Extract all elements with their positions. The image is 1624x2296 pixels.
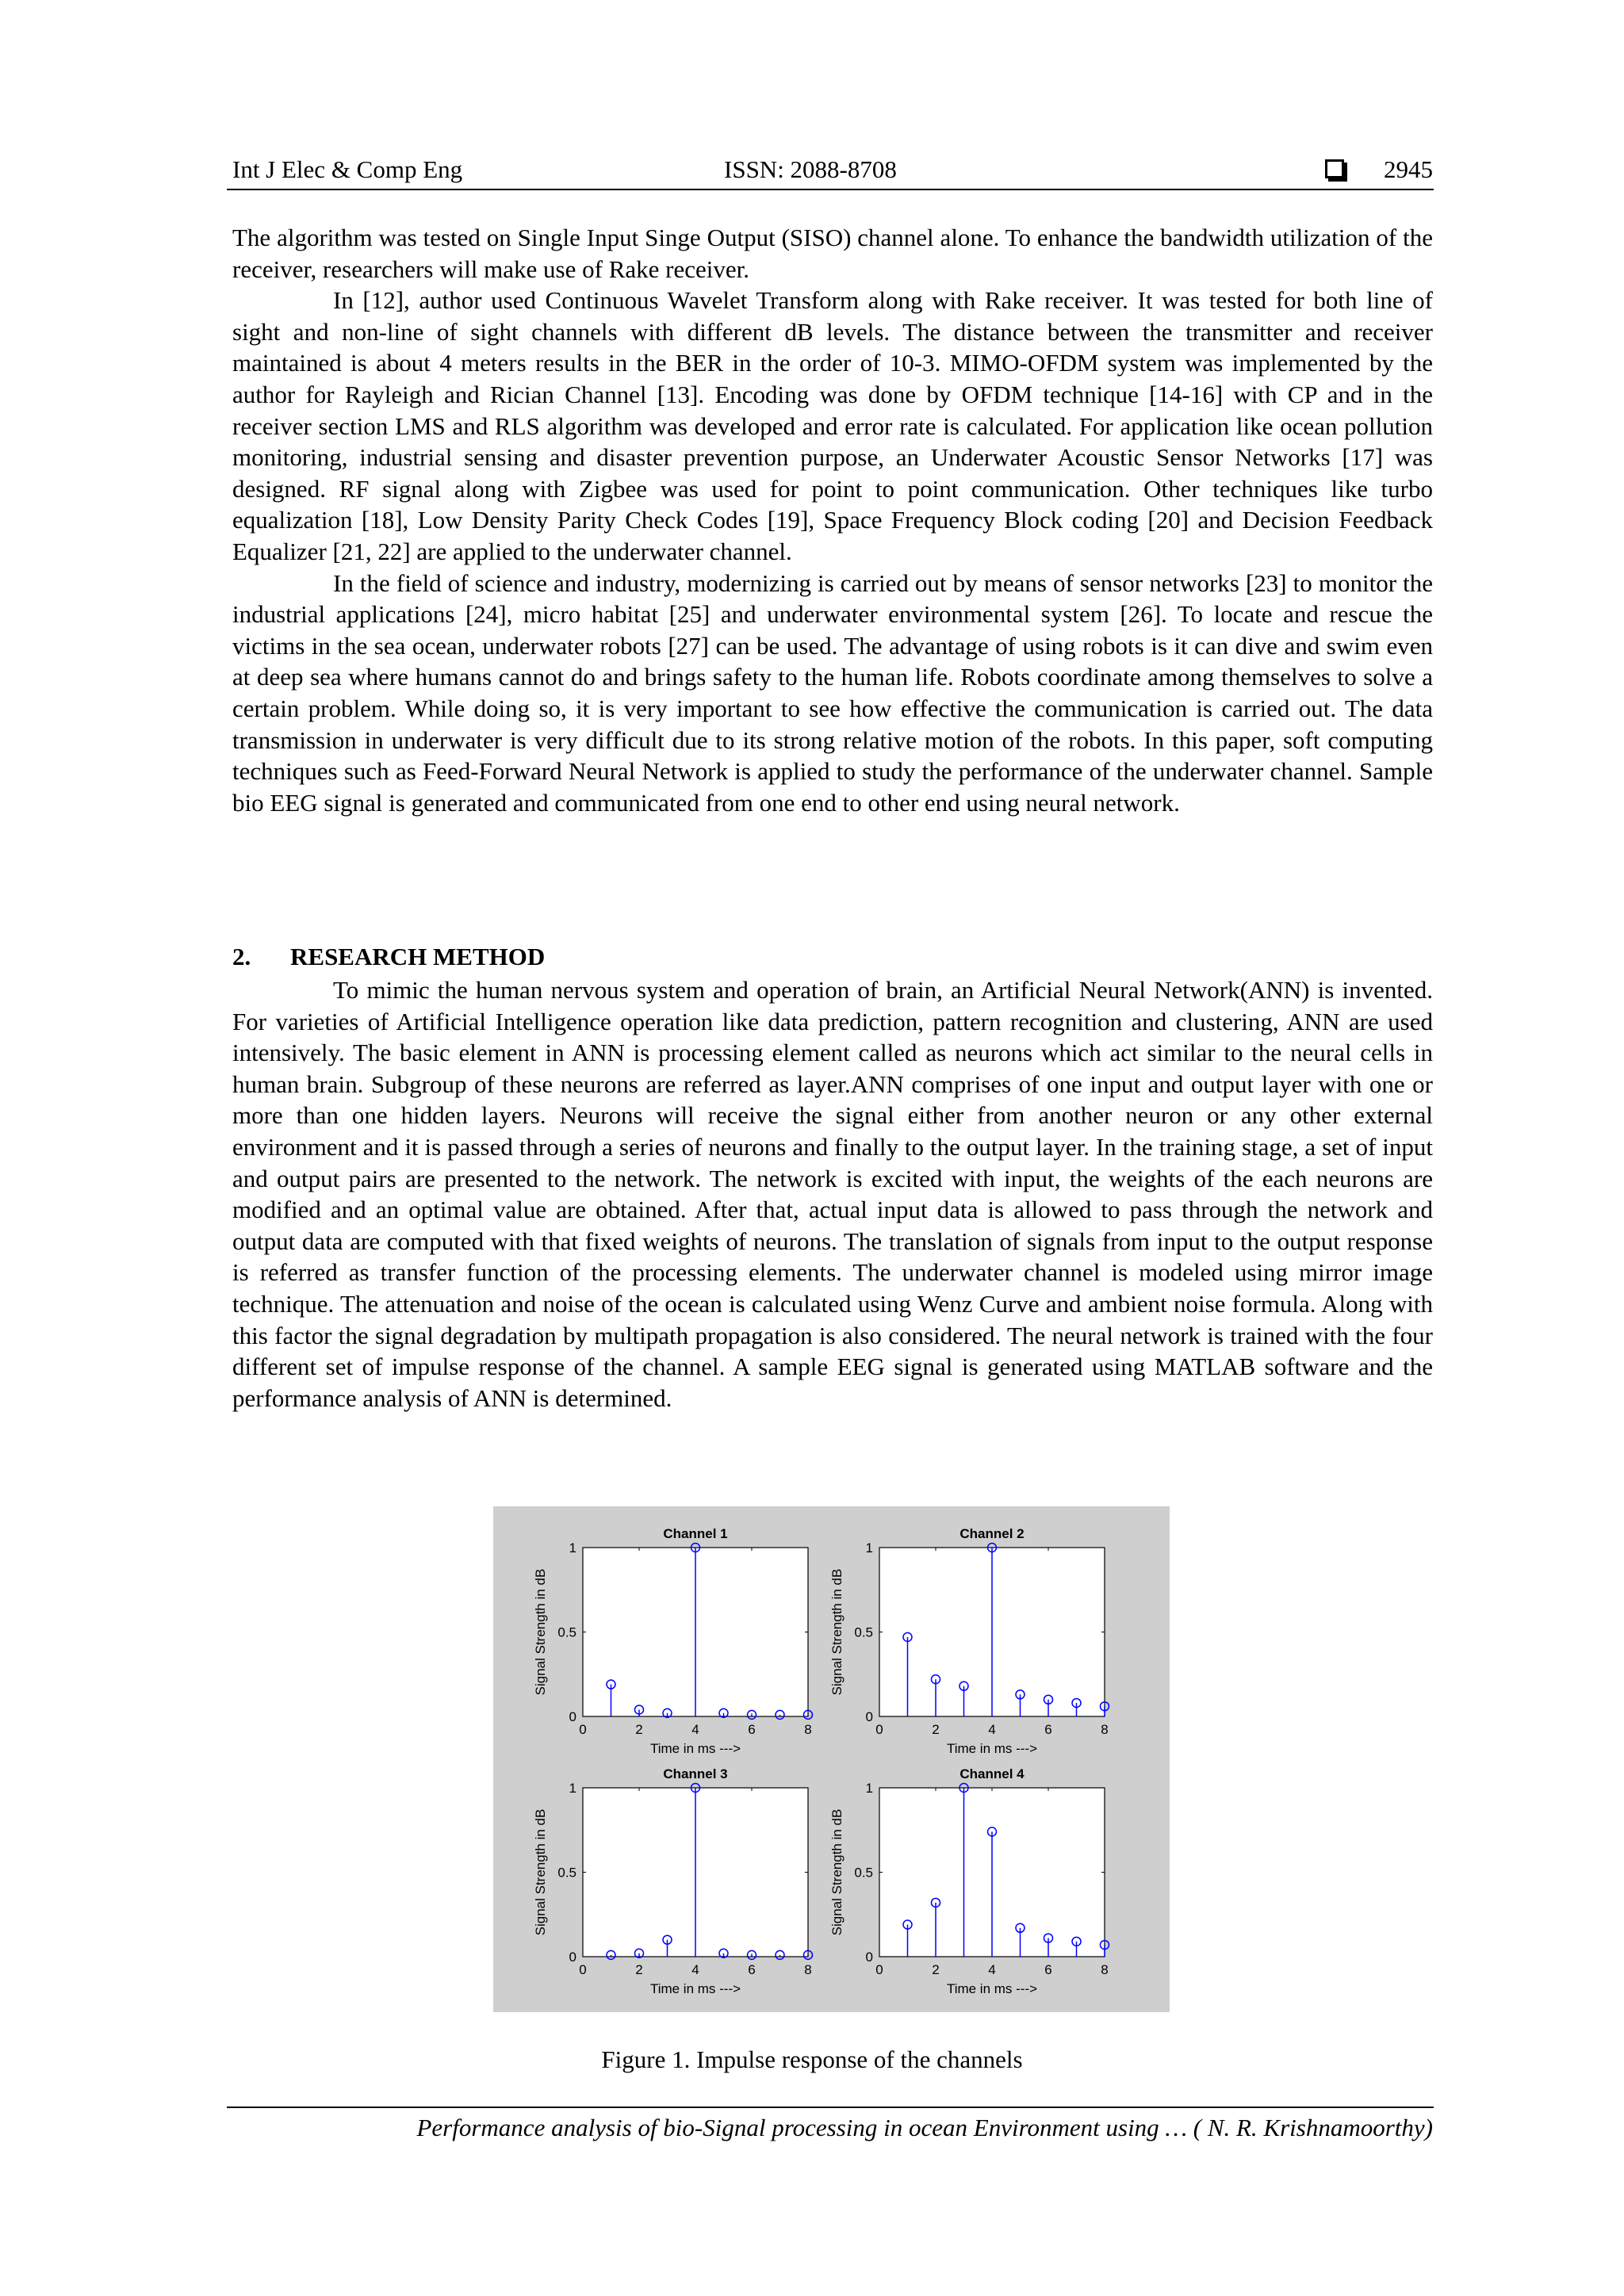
- running-footer: Performance analysis of bio-Signal processing in ocean Environment using … ( N. R. Krishnamoorthy): [416, 2114, 1433, 2141]
- chart-panel-3: [533, 1766, 813, 1996]
- paragraph-3: In the field of science and industry, modernizing is carried out by means of sensor networks [23] to monitor the industrial applications [24], micro habitat [25] and underwater environmental system [26]. To locate and rescue the victims in the sea ocean, underwater robots [27] can be used. The advantage of using robots is it can dive and swim even at deep sea where humans cannot do and brings safety to the human life. Robots coordinate among themselves to solve a certain problem. While doing so, it is very important to see how effective the communication is carried out. The data transmission in underwater is very difficult due to its strong relative motion of the robots. In this paper, soft computing techniques such as Feed-Forward Neural Network is applied to study the performance of the underwater channel. Sample bio EEG signal is generated and communicated from one end to other end using neural network.: [232, 568, 1433, 817]
- y-tick-label: 0: [865, 1950, 873, 1965]
- issn: ISSN: 2088-8708: [724, 155, 897, 183]
- x-tick-label: 0: [579, 1962, 587, 1977]
- x-axis-label: Time in ms --->: [946, 1741, 1038, 1756]
- x-tick-label: 0: [579, 1722, 587, 1737]
- x-tick-label: 8: [1101, 1962, 1109, 1977]
- page-number: 2945: [1384, 155, 1433, 183]
- x-tick-label: 6: [1044, 1962, 1052, 1977]
- y-axis-label: Signal Strength in dB: [829, 1568, 845, 1696]
- figure-1: [493, 1506, 1170, 2012]
- x-tick-label: 4: [988, 1962, 996, 1977]
- impulse-response-plots: [493, 1506, 1170, 2012]
- paragraph-1: The algorithm was tested on Single Input Singe Output (SISO) channel alone. To enhance the bandwidth utilization of the receiver, researchers will make use of Rake receiver.: [232, 224, 1433, 283]
- paragraph-4: To mimic the human nervous system and operation of brain, an Artificial Neural Network(ANN) is invented. For varieties of Artificial Intelligence operation like data prediction, pattern recognition and clustering, ANN are used intensively. The basic element in ANN is processing element called as neurons which act similar to the neural cells in human brain. Subgroup of these neurons are referred as layer.ANN comprises of one input and output layer with one or more than one hidden layers. Neurons will receive the signal either from another neuron or any other external environment and it is passed through a series of neurons and finally to the output layer. In the training stage, a set of input and output pairs are presented to the network. The network is excited with input, the weights of the each neurons are modified and an optimal value are obtained. After that, actual input data is allowed to pass through the network and output data are computed with that fixed weights of neurons. The translation of signals from input to the output response is referred as transfer function of the processing elements. The underwater channel is modeled using mirror image technique. The attenuation and noise of the ocean is calculated using Wenz Curve and ambient noise formula. Along with this factor the signal degradation by multipath propagation is also considered. The neural network is trained with the four different set of impulse response of the channel. A sample EEG signal is generated using MATLAB software and the performance analysis of ANN is determined.: [232, 976, 1433, 1412]
- x-tick-label: 4: [691, 1962, 699, 1977]
- header-rule: [227, 189, 1434, 190]
- chart-title: Channel 3: [663, 1766, 728, 1781]
- y-tick-label: 1: [865, 1781, 873, 1796]
- x-axis-label: Time in ms --->: [649, 1741, 741, 1756]
- y-tick-label: 0.5: [557, 1624, 576, 1640]
- section-number: 2.: [232, 943, 251, 970]
- x-axis-label: Time in ms --->: [649, 1981, 741, 1996]
- footer-rule: [227, 2107, 1434, 2108]
- journal-name: Int J Elec & Comp Eng: [232, 155, 463, 183]
- chart-panel-2: [829, 1526, 1109, 1756]
- y-tick-label: 0.5: [854, 1865, 873, 1881]
- intro-text: [232, 222, 1433, 818]
- chart-panel-4: [829, 1766, 1109, 1996]
- chart-title: Channel 4: [959, 1766, 1025, 1781]
- x-tick-label: 4: [988, 1722, 996, 1737]
- y-tick-label: 0.5: [557, 1865, 576, 1881]
- x-tick-label: 6: [1044, 1722, 1052, 1737]
- chart-title: Channel 1: [663, 1526, 728, 1541]
- x-tick-label: 8: [804, 1722, 812, 1737]
- x-tick-label: 8: [1101, 1722, 1109, 1737]
- section-heading: [232, 943, 545, 971]
- y-tick-label: 1: [569, 1540, 576, 1556]
- chart-title: Channel 2: [959, 1526, 1025, 1541]
- x-tick-label: 8: [804, 1962, 812, 1977]
- x-tick-label: 0: [875, 1962, 883, 1977]
- x-tick-label: 6: [748, 1722, 756, 1737]
- y-tick-label: 0: [865, 1709, 873, 1724]
- section-title: RESEARCH METHOD: [290, 943, 546, 970]
- chart-panel-1: [533, 1526, 813, 1756]
- checkbox-square-icon: [1325, 159, 1344, 178]
- x-tick-label: 2: [635, 1722, 643, 1737]
- figure-caption: Figure 1. Impulse response of the channels: [601, 2045, 1023, 2073]
- paragraph-2: In [12], author used Continuous Wavelet Transform along with Rake receiver. It was tested for both line of sight and non-line of sight channels with different dB levels. The distance between the transmitter and receiver maintained is about 4 meters results in the BER in the order of 10-3. MIMO-OFDM system was implemented by the author for Rayleigh and Rician Channel [13]. Encoding was done by OFDM technique [14-16] with CP and in the receiver section LMS and RLS algorithm was developed and error rate is calculated. For application like ocean pollution monitoring, industrial sensing and disaster prevention purpose, an Underwater Acoustic Sensor Networks [17] was designed. RF signal along with Zigbee was used for point to point communication. Other techniques like turbo equalization [18], Low Density Parity Check Codes [19], Space Frequency Block coding [20] and Decision Feedback Equalizer [21, 22] are applied to the underwater channel.: [232, 286, 1433, 565]
- y-tick-label: 0.5: [854, 1624, 873, 1640]
- x-tick-label: 2: [932, 1962, 940, 1977]
- x-tick-label: 6: [748, 1962, 756, 1977]
- y-tick-label: 1: [865, 1540, 873, 1556]
- y-tick-label: 1: [569, 1781, 576, 1796]
- y-axis-label: Signal Strength in dB: [533, 1808, 548, 1936]
- x-axis-label: Time in ms --->: [946, 1981, 1038, 1996]
- page-number-group: [1325, 155, 1433, 184]
- y-axis-label: Signal Strength in dB: [829, 1808, 845, 1936]
- section-text: [232, 974, 1433, 1414]
- y-tick-label: 0: [569, 1709, 576, 1724]
- x-tick-label: 0: [875, 1722, 883, 1737]
- x-tick-label: 2: [932, 1722, 940, 1737]
- x-tick-label: 4: [691, 1722, 699, 1737]
- y-axis-label: Signal Strength in dB: [533, 1568, 548, 1696]
- y-tick-label: 0: [569, 1950, 576, 1965]
- page-header: [232, 155, 1433, 187]
- x-tick-label: 2: [635, 1962, 643, 1977]
